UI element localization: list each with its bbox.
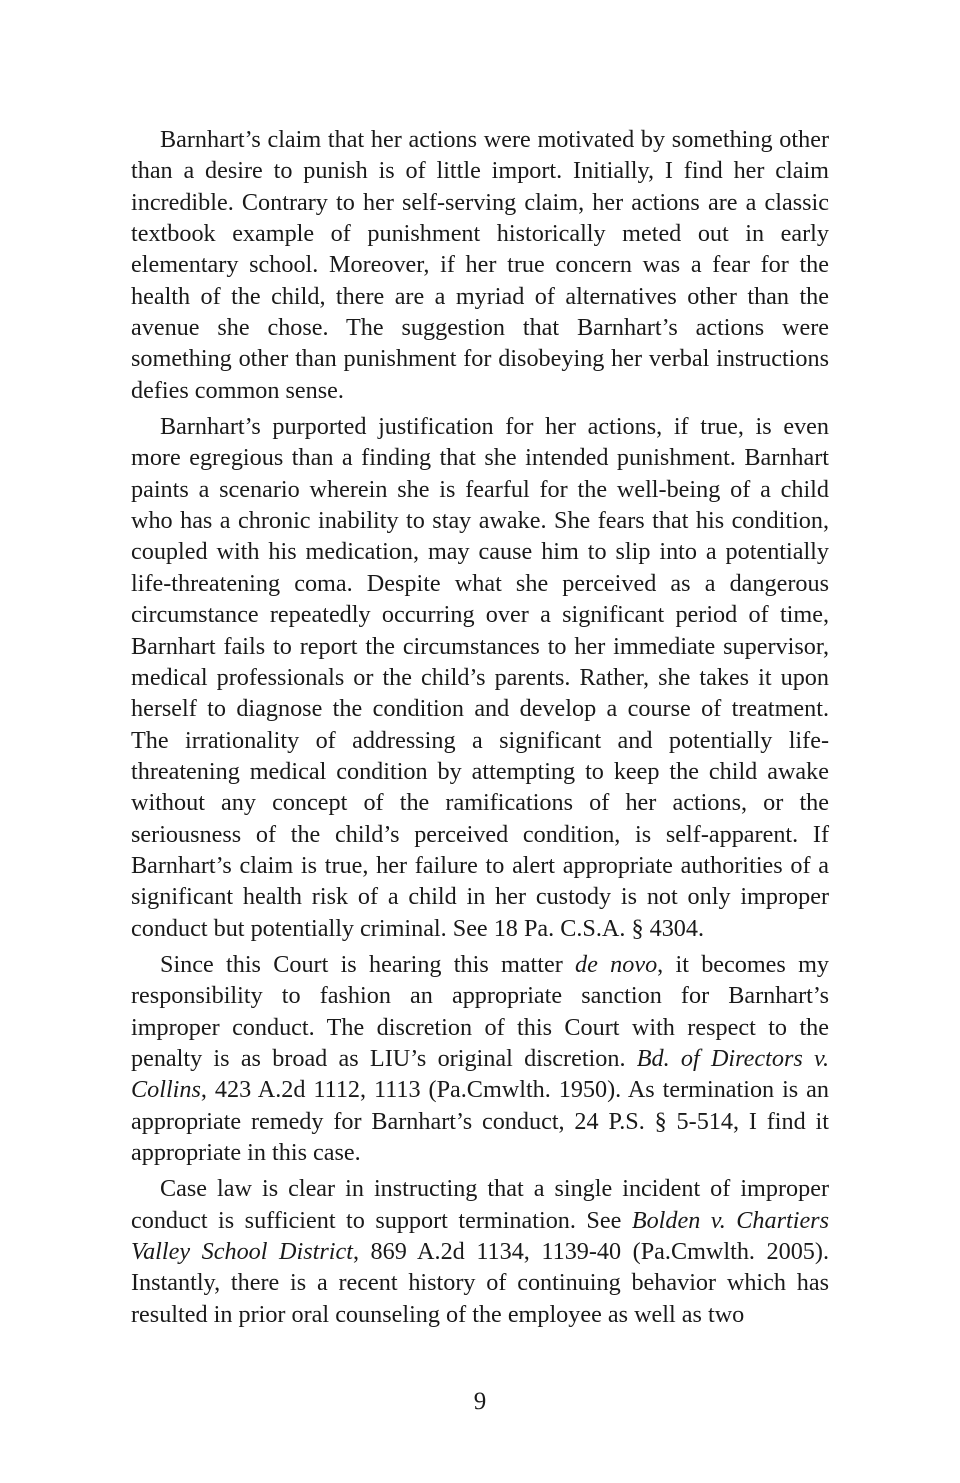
paragraph-3 [131, 949, 829, 1168]
case-citation-bolden: Bolden v. Chartiers Valley School District [131, 1206, 830, 1266]
text-run: , 423 A.2d 1112, 1113 (Pa.Cmwlth. 1950). As termination is an appropriate remedy for Barnhart’s conduct, 24 P.S. § 5-514, I find it appropriate in this case. [131, 1076, 829, 1166]
page-number: 9 [473, 1388, 487, 1415]
text-run: Barnhart’s claim that her actions were motivated by something other than a desire to punish is of little import. Initially, I find her claim incredible. Contrary to her self-serving claim, her actions are a classic textbook example of punishment historically meted out in early elementary school. Moreover, if her true concern was a fear for the health of the child, there are a myriad of alternatives other than the avenue she chose. The suggestion that Barnhart’s actions were something other than punishment for disobeying her verbal instructions defies common sense. [131, 126, 829, 404]
text-run: , it becomes my responsibility to fashion an appropriate sanction for Barnhart’s improper conduct. The discretion of this Court with respect to the penalty is as broad as LIU’s original discretion. [131, 950, 829, 1072]
paragraph-2 [131, 411, 829, 944]
text-run: Since this Court is hearing this matter [160, 950, 576, 978]
italic-term-de-novo: de novo [575, 950, 658, 978]
paragraph-4 [131, 1173, 829, 1330]
text-run: , 869 A.2d 1134, 1139-40 (Pa.Cmwlth. 2005). Instantly, there is a recent history of continuing behavior which has resulted in prior oral counseling of the employee as well as two [131, 1238, 829, 1328]
paragraph-1 [131, 124, 829, 406]
text-run: Case law is clear in instructing that a single incident of improper conduct is sufficient to support termination. See [131, 1175, 829, 1234]
case-citation-collins: Bd. of Directors v. Collins [131, 1044, 830, 1104]
text-run: Barnhart’s purported justification for her actions, if true, is even more egregious than a finding that she intended punishment. Barnhart paints a scenario wherein she is fearful for the well-being of a child who has a chronic inability to stay awake. She fears that his condition, coupled with his medication, may cause him to slip into a potentially life-threatening coma. Despite what she perceived as a dangerous circumstance repeatedly occurring over a significant period of time, Barnhart fails to report the circumstances to her immediate supervisor, medical professionals or the child’s parents. Rather, she takes it upon herself to diagnose the condition and develop a course of treatment. The irrationality of addressing a significant and potentially life-threatening medical condition by attempting to keep the child awake without any concept of the ramifications of her actions, or the seriousness of the child’s perceived condition, is self-apparent. If Barnhart’s claim is true, her failure to alert appropriate authorities of a significant health risk of a child in her custody is not only improper conduct but potentially criminal. See 18 Pa. C.S.A. § 4304. [131, 413, 829, 942]
body-text [131, 124, 829, 1335]
